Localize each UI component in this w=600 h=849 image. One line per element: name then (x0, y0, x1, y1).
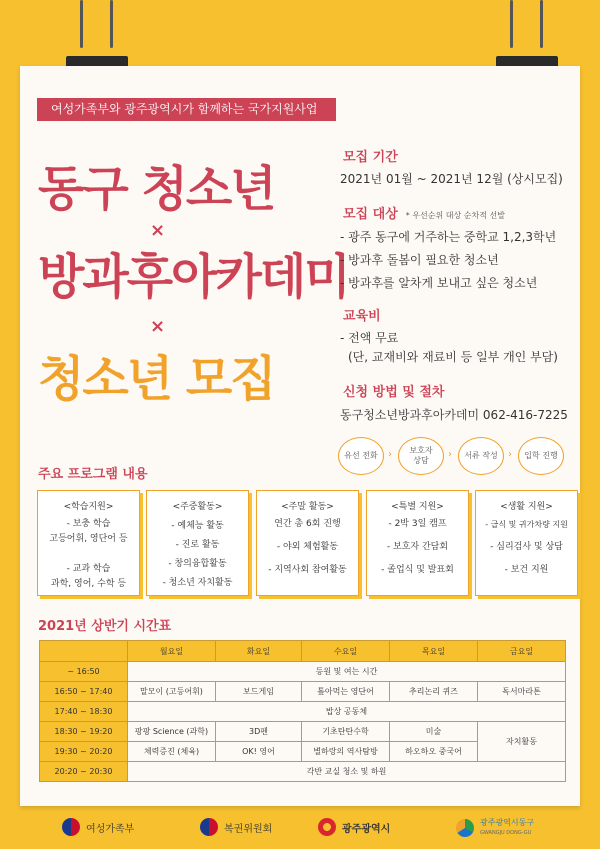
program-line: - 청소년 자치활동 (162, 578, 233, 588)
title-x-mark-1: × (150, 220, 166, 241)
program-line (367, 532, 468, 540)
donggu-text (480, 818, 534, 838)
class-cell: 톺아먹는 영단어 (302, 682, 390, 702)
friday-merged-cell: 자치활동 (478, 722, 566, 762)
program-line: - 급식 및 귀가차량 지원 (485, 520, 568, 529)
day-header: 화요일 (216, 641, 302, 662)
program-line: - 보충 학습 (66, 519, 111, 529)
recruit-target-heading-label: 모집 대상 (343, 207, 398, 222)
recruit-period-text: 2021년 01월 ~ 2021년 12월 (상시모집) (340, 172, 563, 186)
time-cell: 20:20 ~ 20:30 (40, 762, 128, 782)
apply-steps (338, 437, 570, 473)
table-row (40, 662, 566, 682)
step-guardian-consult (398, 437, 444, 475)
title-line-1: 동구 청소년 (38, 161, 275, 217)
table-row (40, 702, 566, 722)
class-cell: 독서마라톤 (478, 682, 566, 702)
sponsor-banner: 여성가족부와 광주광역시가 함께하는 국가지원사업 (37, 98, 336, 121)
day-header: 월요일 (128, 641, 216, 662)
program-box-weekend (256, 490, 359, 596)
step-label: 서류 작성 (464, 451, 498, 460)
class-cell: 별하랑의 역사탐방 (302, 742, 390, 762)
program-line (257, 532, 358, 540)
logo-donggu (456, 818, 534, 838)
logo-label: 복권위원회 (224, 823, 273, 835)
program-title: <생활 지원> (500, 502, 553, 512)
logo-gwangju-city (318, 818, 390, 836)
class-cell: 하오하오 중국어 (390, 742, 478, 762)
class-cell: 체력증진 (체육) (128, 742, 216, 762)
program-line (367, 555, 468, 563)
programs-heading: 주요 프로그램 내용 (38, 467, 148, 482)
tuition-heading: 교육비 (343, 309, 381, 324)
program-line: - 창의융합활동 (168, 559, 227, 569)
gwangju-city-emblem-icon (318, 818, 336, 836)
logo-lottery-commission (200, 818, 272, 836)
taeguk-emblem-icon (200, 818, 218, 836)
step-arrow-icon: › (508, 449, 512, 460)
program-line: - 졸업식 및 발표회 (381, 565, 454, 575)
step-label: 상담 (413, 456, 429, 465)
step-label: 입학 진행 (524, 451, 558, 460)
apply-heading: 신청 방법 및 절차 (343, 385, 445, 400)
tuition-item: (단, 교재비와 재료비 등 일부 개인 부담) (348, 350, 558, 364)
step-paperwork (458, 437, 504, 475)
program-title: <주말 활동> (281, 502, 334, 512)
timetable (39, 640, 566, 782)
class-cell: 추리논리 퀴즈 (390, 682, 478, 702)
program-box-special (366, 490, 469, 596)
step-arrow-icon: › (448, 449, 452, 460)
program-line: - 교과 학습 (66, 564, 111, 574)
program-line: 연간 총 6회 진행 (274, 519, 341, 529)
time-cell: 19:30 ~ 20:20 (40, 742, 128, 762)
day-header: 금요일 (478, 641, 566, 662)
program-line: - 야외 체험활동 (276, 542, 339, 552)
program-line (476, 555, 577, 563)
merged-cell: 각반 교실 청소 및 하원 (128, 762, 566, 782)
program-line: - 보건 지원 (504, 565, 549, 575)
program-line: - 보호자 간담회 (386, 542, 449, 552)
program-line (476, 532, 577, 540)
class-cell: 기초탄탄수학 (302, 722, 390, 742)
program-line: - 예체능 활동 (171, 521, 224, 531)
program-line: - 지역사회 참여활동 (268, 565, 347, 575)
program-box-weekday (146, 490, 249, 596)
recruit-target-heading (343, 203, 505, 222)
time-cell: 17:40 ~ 18:30 (40, 702, 128, 722)
time-cell: ~ 16:50 (40, 662, 128, 682)
logo-mogef (62, 818, 134, 836)
logo-sublabel: GWANGJU DONG-GU (480, 830, 532, 836)
tuition-item: - 전액 무료 (340, 331, 399, 345)
step-arrow-icon: › (388, 449, 392, 460)
program-line: - 진로 활동 (175, 540, 220, 550)
logo-label: 광주광역시동구 (480, 818, 535, 827)
day-header: 수요일 (302, 641, 390, 662)
program-line (38, 547, 139, 562)
title-line-3: 청소년 모집 (38, 351, 275, 407)
program-line (257, 555, 358, 563)
timetable-corner (40, 641, 128, 662)
step-phone (338, 437, 384, 475)
program-line: 고등어휘, 영단어 등 (49, 534, 128, 544)
class-cell: 보드게임 (216, 682, 302, 702)
program-line: - 심리검사 및 상담 (490, 542, 563, 552)
apply-contact: 동구청소년방과후아카데미 062-416-7225 (340, 408, 568, 422)
table-row (40, 722, 566, 742)
class-cell: 3D펜 (216, 722, 302, 742)
recruit-target-note: * 우선순위 대상 순차적 선발 (405, 211, 505, 220)
class-cell: 미술 (390, 722, 478, 742)
program-title: <주중활동> (172, 502, 223, 512)
table-row (40, 762, 566, 782)
class-cell: 팡팡 Science (과학) (128, 722, 216, 742)
class-cell: 말모이 (고등어휘) (128, 682, 216, 702)
time-cell: 16:50 ~ 17:40 (40, 682, 128, 702)
step-enrollment (518, 437, 564, 475)
program-title: <학습지원> (63, 502, 114, 512)
step-label: 보호자 (409, 446, 433, 455)
recruit-target-item: - 방과후를 알차게 보내고 싶은 청소년 (340, 276, 538, 290)
taeguk-emblem-icon (62, 818, 80, 836)
logo-label: 여성가족부 (86, 823, 135, 835)
merged-cell: 등원 및 여는 시간 (128, 662, 566, 682)
time-cell: 18:30 ~ 19:20 (40, 722, 128, 742)
timetable-heading: 2021년 상반기 시간표 (38, 619, 172, 634)
table-row (40, 682, 566, 702)
program-box-living (475, 490, 578, 596)
donggu-emblem-icon (456, 819, 474, 837)
title-x-mark-2: × (150, 316, 166, 337)
program-title: <특별 지원> (391, 502, 444, 512)
class-cell: OK! 영어 (216, 742, 302, 762)
logo-label: 광주광역시 (342, 823, 391, 835)
day-header: 목요일 (390, 641, 478, 662)
timetable-header-row (40, 641, 566, 662)
program-line: - 2박 3일 캠프 (388, 519, 447, 529)
recruit-period-heading: 모집 기간 (343, 150, 398, 165)
recruit-target-item: - 방과후 돌봄이 필요한 청소년 (340, 253, 499, 267)
program-box-learning (37, 490, 140, 596)
title-line-2: 방과후아카데미 (38, 249, 349, 305)
program-line: 과학, 영어, 수학 등 (50, 579, 127, 589)
recruit-target-item: - 광주 동구에 거주하는 중학교 1,2,3학년 (340, 230, 557, 244)
step-label: 유선 전화 (344, 451, 378, 460)
merged-cell: 밥상 공동체 (128, 702, 566, 722)
